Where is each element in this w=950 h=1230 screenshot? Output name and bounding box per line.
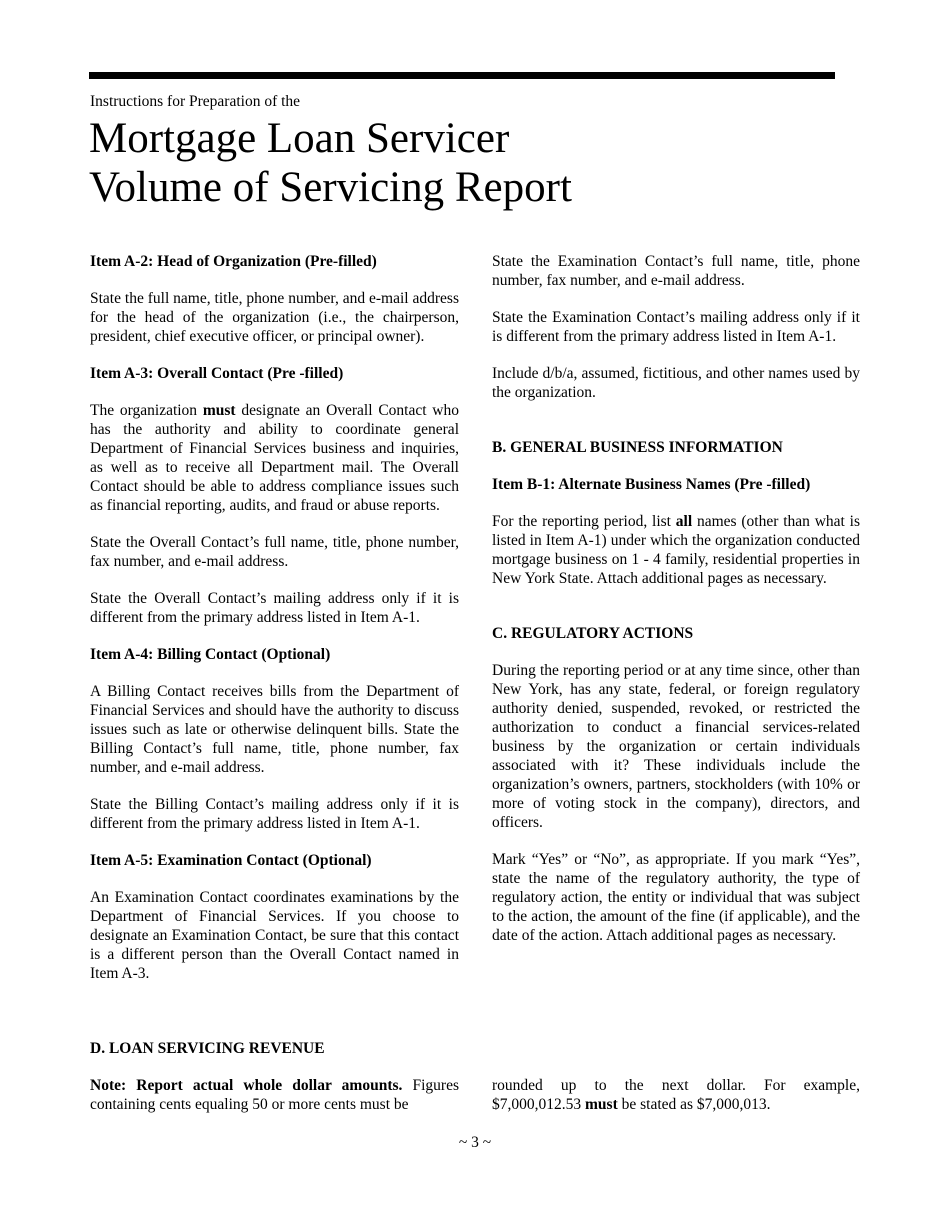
section-c-heading: C. REGULATORY ACTIONS [492, 625, 694, 642]
item-a5-paragraph-2: State the Examination Contact’s full name, title, phone number, fax number, and e-mail address. [492, 253, 860, 289]
section-d-heading: D. LOAN SERVICING REVENUE [90, 1040, 325, 1057]
left-column [90, 252, 459, 1001]
item-a3-paragraph-2: State the Overall Contact’s full name, title, phone number, fax number, and e-mail address. [90, 534, 459, 570]
section-d-note-left: Note: Report actual whole dollar amounts. Figures containing cents equaling 50 or more cents must be [90, 1077, 460, 1113]
item-a3-paragraph-1: The organization must designate an Overall Contact who has the authority and ability to coordinate general Department of Financial Services business and inquiries, as well as to receive all Department mail. The Overall Contact should be able to address compliance issues such as financial reporting, audits, and fraud or abuse reports. [90, 402, 459, 514]
item-a4-paragraph-2: State the Billing Contact’s mailing address only if it is different from the primary address listed in Item A-1. [90, 796, 459, 832]
document-supertitle: Instructions for Preparation of the [90, 93, 301, 110]
item-a3-heading: Item A-3: Overall Contact (Pre -filled) [90, 365, 344, 382]
document-title [89, 114, 572, 212]
section-c-paragraph-1: During the reporting period or at any time since, other than New York, has any state, federal, or foreign regulatory authority denied, suspended, revoked, or restricted the authorization to conduct a financial services-related business by the organization or certain individuals associated with it? These individuals include the organization’s owners, partners, stockholders (with 10% or more of voting stock in the company), directors, and officers. [492, 662, 860, 831]
item-a3-paragraph-3: State the Overall Contact’s mailing address only if it is different from the primary address listed in Item A-1. [90, 590, 459, 626]
item-a2-paragraph: State the full name, title, phone number, and e-mail address for the head of the organization (i.e., the chairperson, president, chief executive officer, or principal owner). [90, 290, 459, 345]
item-a5-paragraph-1: An Examination Contact coordinates examinations by the Department of Financial Services. If you choose to designate an Examination Contact, be sure that this contact is a different person than the Overall Contact named in Item A-3. [90, 889, 459, 982]
title-line-1: Mortgage Loan Servicer [89, 115, 510, 162]
item-a5-heading: Item A-5: Examination Contact (Optional) [90, 852, 372, 869]
item-b1-paragraph: For the reporting period, list all names (other than what is listed in Item A-1) under which the organization conducted mortgage business on 1 - 4 family, residential properties in New York State. Attach additional pages as necessary. [492, 513, 860, 587]
item-a4-paragraph-1: A Billing Contact receives bills from the Department of Financial Services and should have the authority to discuss issues such as late or otherwise delinquent bills. State the Billing Contact’s full name, title, phone number, fax number, and e-mail address. [90, 683, 459, 776]
item-a4-heading: Item A-4: Billing Contact (Optional) [90, 646, 331, 663]
section-c-paragraph-2: Mark “Yes” or “No”, as appropriate. If you mark “Yes”, state the name of the regulatory authority, the type of regulatory action, the entity or individual that was subject to the action, the amount of the fine (if applicable), and the date of the action. Attach additional pages as necessary. [492, 851, 860, 944]
section-d-note-right: rounded up to the next dollar. For example, $7,000,012.53 must be stated as $7,000,013. [492, 1077, 860, 1113]
section-gap [492, 420, 860, 438]
section-gap [492, 606, 860, 624]
header-rule [89, 72, 835, 79]
item-a2-heading: Item A-2: Head of Organization (Pre-filled) [90, 253, 377, 270]
title-line-2: Volume of Servicing Report [89, 164, 572, 211]
item-b1-heading: Item B-1: Alternate Business Names (Pre -filled) [492, 476, 811, 493]
right-column [492, 252, 860, 963]
page-number: ~ 3 ~ [458, 1134, 492, 1151]
item-a5-paragraph-3: State the Examination Contact’s mailing address only if it is different from the primary address listed in Item A-1. [492, 309, 860, 345]
item-a5-paragraph-4: Include d/b/a, assumed, fictitious, and other names used by the organization. [492, 365, 860, 401]
section-b-heading: B. GENERAL BUSINESS INFORMATION [492, 439, 783, 456]
